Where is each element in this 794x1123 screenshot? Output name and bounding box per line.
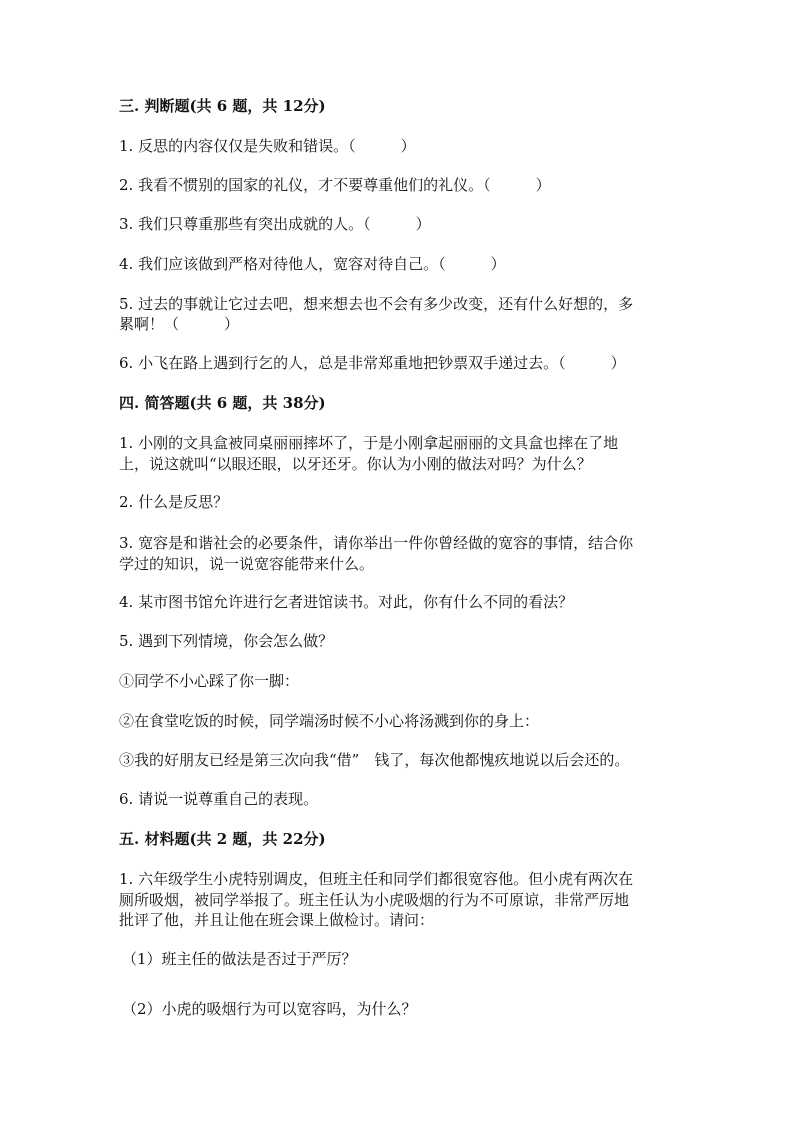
question-line: 上，说这就叫“以眼还眼，以牙还牙。你认为小刚的做法对吗？为什么？: [119, 455, 592, 473]
question-line: 1. 六年级学生小虎特别调皮，但班主任和同学们都很宽容他。但小虎有两次在: [119, 870, 634, 888]
question-line: 6. 小飞在路上遇到行乞的人，总是非常郑重地把钞票双手递过去。（ ）: [119, 354, 626, 372]
section-heading-material: 五. 材料题(共 2 题，共 22分): [119, 830, 326, 848]
question-line: 5. 过去的事就让它过去吧，想来想去也不会有多少改变，还有什么好想的，多: [119, 295, 634, 313]
question-line: ①同学不小心踩了你一脚：: [119, 672, 300, 690]
question-line: 1. 小刚的文具盒被同桌丽丽摔坏了，于是小刚拿起丽丽的文具盒也摔在了地: [119, 434, 619, 452]
sub-question-line: （1）班主任的做法是否过于严厉？: [122, 950, 357, 968]
sub-question-line: （2）小虎的吸烟行为可以宽容吗，为什么？: [122, 1000, 417, 1018]
question-line: 2. 我看不惯别的国家的礼仪，才不要尊重他们的礼仪。（ ）: [119, 176, 551, 194]
question-line: 3. 宽容是和谐社会的必要条件，请你举出一件你曾经做的宽容的事情，结合你: [119, 534, 634, 552]
section-heading-judgement: 三. 判断题(共 6 题，共 12分): [119, 97, 326, 115]
question-line: ③我的好朋友已经是第三次向我“借” 钱了，每次他都愧疚地说以后会还的。: [119, 751, 630, 769]
question-line: 累啊！（ ）: [119, 315, 240, 333]
question-line: 批评了他，并且让他在班会课上做检讨。请问：: [119, 911, 435, 929]
question-line: 学过的知识，说一说宽容能带来什么。: [119, 555, 375, 573]
question-line: 5. 遇到下列情境，你会怎么做？: [119, 632, 334, 650]
question-line: 6. 请说一说尊重自己的表现。: [119, 790, 319, 808]
question-line: 1. 反思的内容仅仅是失败和错误。（ ）: [119, 137, 416, 155]
question-line: ②在食堂吃饭的时候，同学端汤时候不小心将汤溅到你的身上：: [119, 712, 540, 730]
question-line: 厕所吸烟，被同学举报了。班主任认为小虎吸烟的行为不可原谅，非常严厉地: [119, 891, 630, 909]
question-line: 2. 什么是反思？: [119, 493, 229, 511]
question-line: 4. 某市图书馆允许进行乞者进馆读书。对此，你有什么不同的看法？: [119, 593, 574, 611]
section-heading-short-answer: 四. 简答题(共 6 题，共 38分): [119, 394, 326, 412]
question-line: 4. 我们应该做到严格对待他人，宽容对待自己。（ ）: [119, 255, 506, 273]
question-line: 3. 我们只尊重那些有突出成就的人。（ ）: [119, 215, 431, 233]
